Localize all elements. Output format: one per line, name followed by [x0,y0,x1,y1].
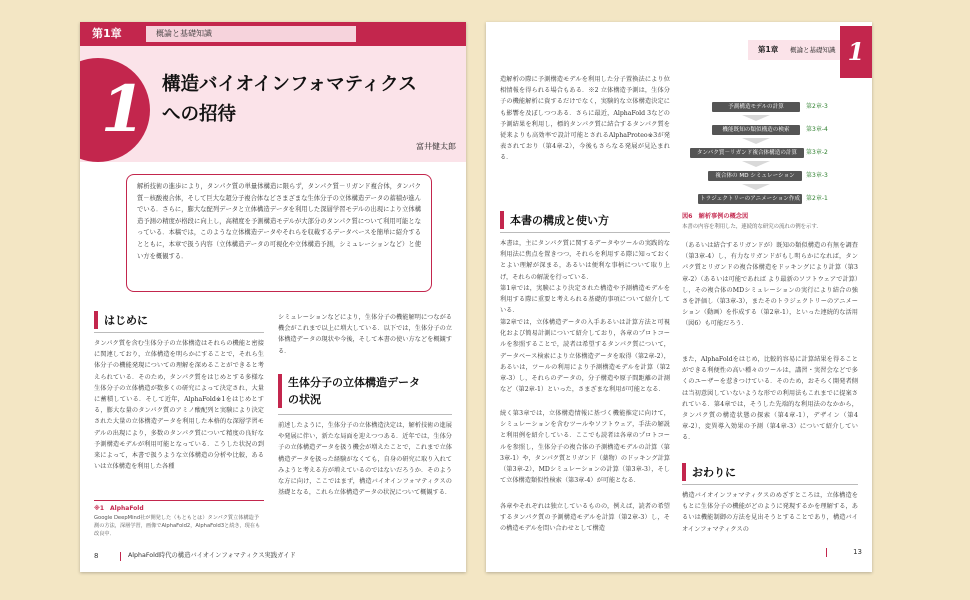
footer-page-number: 8 [94,552,99,560]
section-bar [278,374,282,408]
col2-text-2: 前述したように，生体分子の立体構造決定は，解析技術の進展や発展に伴い，新たな局面を迎えつつある．近年では，生体分子の立体構造データを扱う機会が増えたことで，これまで立体構造データを扱った経験がなくても，自身の研究に取り入れてみようと考える方が増えているのではないだろうか．そのような方に向け，ここではまず，構造バイオインフォマティクスの基礎となる，これら立体構造データの状況について概観する． [278,422,452,497]
flow-step-5: トラジェクトリーのアニメーション作成 [699,196,801,202]
flow-arrow [742,115,770,121]
chapter-label: 第1章 [92,27,122,40]
section-heading-intro [94,310,264,330]
col2-text-1: シミュレーションなどにより，生体分子の機能解明につながる機会がこれまで以上に増大している．以下では，生体分子の立体構造データの現状や今後，そして本書の使い方などを概観する． [278,314,452,355]
right-col1-text-1: 造解析の際に予測構造モデルを利用した分子置換法により位相情報を得られる場合もある．※2 立体構造予測は，生体分子の機能解析に資するだけでなく，実験的な立体構造決定にも影響を及ぼしつつある．さらに最近，AlphaFold 3などの予測結果を利用し，標的タンパク質に結合するタンパク質を従来よりも高効率で設計可能とされるAlphaProteo※3が発表されており（第4章-2），今後もさらなる発展が見込まれる． [500,76,670,162]
flow-step-4: 複合体の MD シミュレーション [708,171,802,181]
section-bar [94,311,98,329]
section-title: 本書の構成と使い方 [510,214,609,227]
footer-book-title: AlphaFold時代の構造バイオインフォマティクス実践ガイド [128,552,296,559]
note-rule [94,500,264,501]
flow-arrow [742,138,770,144]
left-page [80,22,466,572]
note-title: ※1 AlphaFold [94,505,144,512]
figure-caption: 図6 解析事例の概念図 [682,213,749,220]
right-col1-text-5: 続く第3章では，立体構造情報に基づく機能推定に向けて，シミュレーションを含むツールやソフトウェア，手法の解説と利用例を紹介している．ここでも読者は各章のプロトコールを参照し，生体分子の複合体の予測構造モデルの計算（第3章-1）や，タンパク質とリガンド（薬物）のドッキング計算（第3章-2），MDシミュレーションの計算（第3章-3），そして立体構造類似性検索（第3章-4）が可能となる． [500,410,670,485]
right-page [486,22,872,572]
right-col2-text-2: また，AlphaFoldをはじめ，比較的容易に計算結果を得ることができる利便性の高い種々のツールは，講習・実習会などで多くのユーザーを惹きつけている．そのため，おそらく開発者側は当初意図していないような形での利用法もこれまでに提案されている．第4章では，そうした先端的な利用法のなかから，タンパク質の構造状態の探索（第4章-1），デザイン（第4章-2），変異導入効果の予測（第4章-3）について紹介している． [682,356,858,442]
footer-rule [120,552,121,561]
right-col2-text-3: 構造バイオインフォマティクスのめざすところは，立体構造をもとに生体分子の機能がどのように発現するかを理解する，あるいは機能制御の方法を見出そうとすることであり，構造バイオインフォマティクスの [682,492,858,533]
intro-text: タンパク質を含む生体分子の立体構造はそれらの機能と密接に関連しており，立体構造を明らかにすることで，それら生体分子の機能発現についての理解を深めることができると考えられている．そのため，タンパク質をはじめとする多様な生体分子の立体構造が数多くの研究によって決定され，大量に蓄積している．そして近年，AlphaFold※1をはじめとする，膨大な量のタンパク質のアミノ酸配列と実験により決定された大量の立体構造データを利用した本格的な深層学習モデルの出現により，多数のタンパク質について精度の良好な予測構造モデルが利用可能となっている．こうした状況の到来によって，本書で扱うような立体構造の分析や比較，あるいは立体構造を利用した各種 [94,340,264,471]
footer-page-number: 13 [853,548,862,556]
right-col1-text-4: 第2章では，立体構造データの入手あるいは計算方法と可視化および簡易計測について紹介しており，各章のプロトコールを参照することで，読者は希望するタンパク質について，データベース検索により立体構造データを取得（第2章-2），あるいは，ツールの利用により予測構造モデルを計算（第2章-3）し，それらのデータの，分子構造や原子間距離の計測など（第2章-1）といった，さまざまな利用が可能となる． [500,319,670,394]
section-title-line2: の状況 [288,393,321,406]
section-heading-structure [500,210,670,230]
chapter-title-tab: 概論と基礎知識 [146,26,356,42]
section-bar [682,463,686,481]
section-heading-closing [682,462,858,482]
right-col1-text-2: 本書は，主にタンパク質に関するデータやツールの実践的な利用法に焦点を置きつつ，それらを利用する際に知っておくとよい理解が深まる，あるいは便利な事柄について取り上げ，それらの解説を行っている． [500,240,670,281]
flow-step-1: 予測構造モデルの計算 [712,102,800,112]
section-bar [500,211,504,229]
section-title: おわりに [692,466,736,479]
header-number-box: 1 [840,26,872,78]
footer-rule [826,548,827,557]
section-heading-status [278,374,452,410]
article-title-line1: 構造バイオインフォマティクス [162,74,417,95]
flow-ref-3: 第3章-2 [806,149,828,156]
flow-ref-4: 第3章-3 [806,172,828,179]
section-rule [500,232,670,233]
right-col1-text-3: 第1章では，実験により決定された構造や予測構造モデルを利用する際に重要と考えられる基礎的事項について紹介している． [500,285,670,315]
flow-arrow [742,184,770,190]
flow-step-3: タンパク質－リガンド複合体構造の計算 [690,148,804,158]
flow-ref-2: 第3章-4 [806,126,828,133]
section-title: はじめに [104,314,148,327]
abstract-box: 解析技術の進歩により，タンパク質の単量体構造に限らず，タンパク質－リガンド複合体，タンパク質－核酸複合体，そして巨大な超分子複合体などさまざまな生体分子の立体構造データの蓄積が進んでいる．さらに，膨大な配列データと立体構造データを利用した深層学習モデルの出現により立体構造予測の精度が格段に向上し，高精度を予測構造モデルが大部分のタンパク質について利用可能となっている．本稿では，このような立体構造データやそれらを収載するデータベースを簡単に紹介するとともに，本章で扱う内容（立体構造データの可視化や立体構造予測，シミュレーションなど）と使い方を概観する． [126,174,432,292]
author-name: 富井健太郎 [416,142,456,151]
flow-ref-5: 第2章-1 [806,195,828,202]
note-text: Google DeepMind社が開発した（もともとは）タンパク質立体構造予測の方法，深層学習，画像でAlphaFold2，AlphaFold3と続き，現在も改良中． [94,515,261,537]
header-chapter-title: 概論と基礎知識 [790,46,836,54]
section-title-block [288,374,420,408]
section-rule [278,414,452,415]
section-rule [682,484,858,485]
figure-subcaption: 本書の内容を利用した，連続的な研究の流れの例を示す． [682,224,822,230]
section-rule [94,332,264,333]
flow-step-2: 機能既知の類似構造の検索 [712,125,800,135]
header-chapter-label: 第1章 [758,45,779,54]
right-col2-text-1: （あるいは結合するリガンドが）既知の類似構造の有無を調査（第3章-4）し，有力なリガンドがもし明らかになれば，タンパク質とリガンドの複合体構造をドッキングにより計算（第3章-2）（あるいは可能であれば より最新のソフトウェアで計算）し，その複合体のMDシミュレーションの実行により結合の強さを評価し（第3章-3），またそのトラジェクトリーのアニメーション（動画）を作成する（第2章-1），といった連続的な活用（図6）も可能だろう． [682,242,858,328]
flow-ref-1: 第2章-3 [806,103,828,110]
right-col1-text-6: 各章やそれぞれは独立しているものの，例えば，読者の希望するタンパク質の予測構造モデルを計算（第2章-3）し，その構造モデルを問い合わせとして構造 [500,503,670,533]
flow-arrow [742,161,770,167]
section-title-line1: 生体分子の立体構造データ [288,376,420,389]
article-title-line2: への招待 [162,104,237,125]
title-number: 1 [100,72,146,147]
